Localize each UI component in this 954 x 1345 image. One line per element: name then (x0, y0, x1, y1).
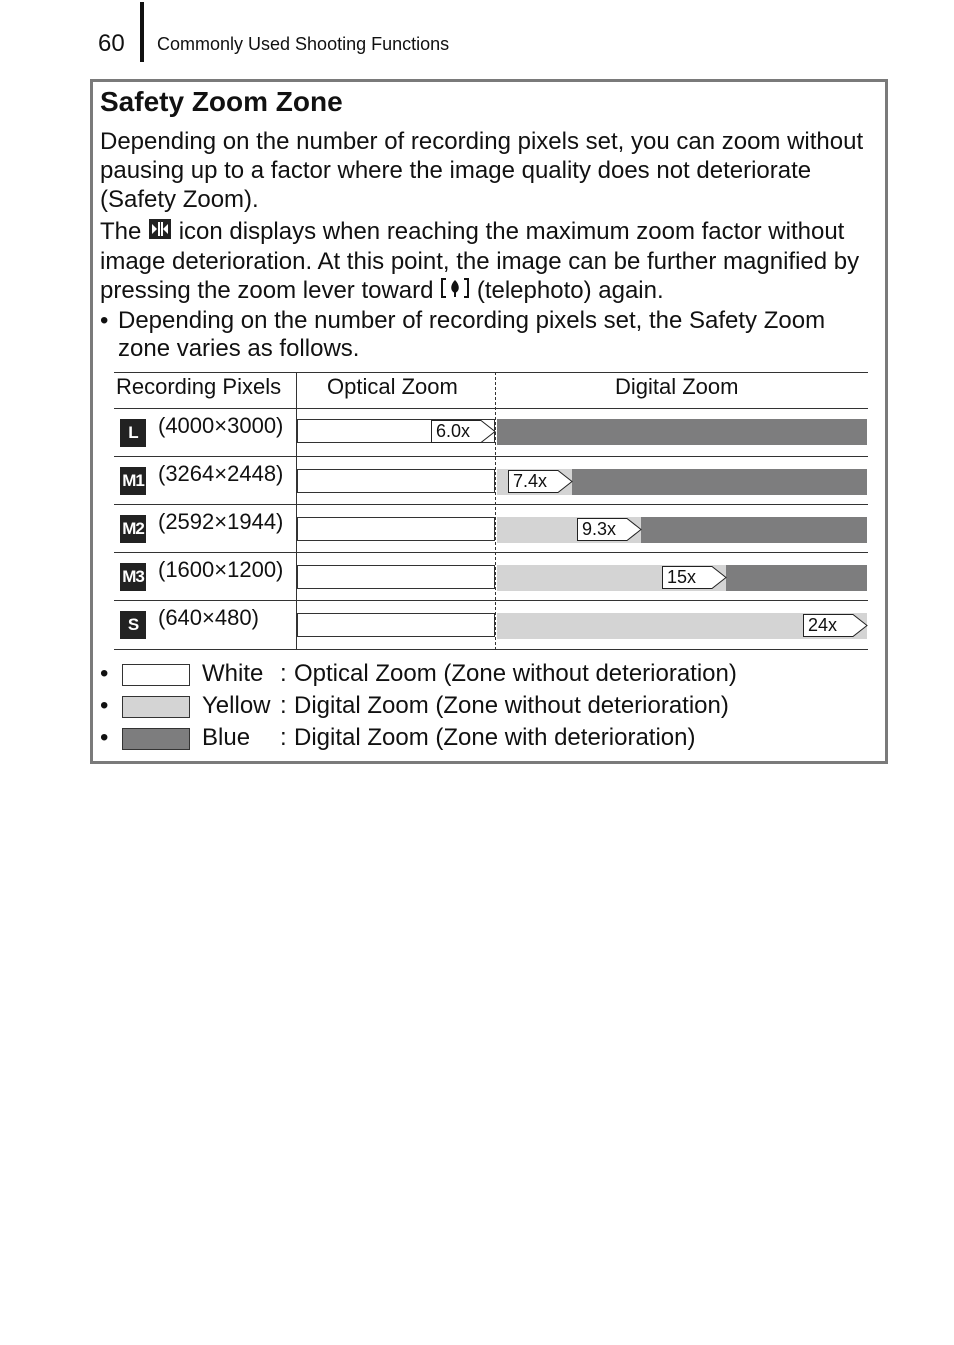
legend-colon: : (280, 692, 287, 719)
zoom-factor-label: 6.0x (436, 421, 471, 441)
zoom-factor-label: 24x (808, 615, 838, 635)
table-row (114, 409, 868, 457)
legend-name: Yellow (202, 692, 271, 719)
text-icon-description: icon displays when reaching the maximum zoom factor without image deterioration. At this point, the image can be further magnified by pressing the zoom lever toward (100, 218, 860, 305)
recording-pixels: (3264×2448) (158, 461, 284, 486)
zoom-factor-marker (803, 614, 867, 636)
zoom-factor-marker (577, 518, 641, 540)
legend-dot: • (100, 692, 109, 719)
section-title: Commonly Used Shooting Functions (157, 34, 450, 54)
legend-description: Optical Zoom (Zone without deterioration) (294, 660, 737, 687)
telephoto-tree-icon (440, 277, 470, 306)
header-digital-zoom: Digital Zoom (615, 374, 739, 399)
table-row (114, 505, 868, 553)
recording-pixels: (640×480) (158, 605, 259, 630)
digital-deteriorated-bar (641, 517, 867, 543)
optical-zoom-bar (297, 565, 495, 589)
header-divider (140, 2, 144, 62)
bullet-dot: • (100, 307, 109, 334)
page-number: 60 (98, 30, 125, 57)
legend-dot: • (100, 660, 109, 687)
legend-name: White (202, 660, 264, 687)
legend-colon: : (280, 660, 287, 687)
digital-deteriorated-bar (497, 419, 867, 445)
intro-paragraph: Depending on the number of recording pixels set, you can zoom without pausing up to a factor where the image quality does not deteriorate (Safety Zoom). (100, 128, 864, 213)
recording-pixels: (2592×1944) (158, 509, 284, 534)
resolution-badge: L (120, 419, 146, 447)
text-the: The (100, 218, 142, 245)
recording-pixels: (4000×3000) (158, 413, 284, 438)
bullet-text: Depending on the number of recording pixels set, the Safety Zoom zone varies as follows. (118, 307, 826, 362)
page-title: Safety Zoom Zone (100, 86, 343, 117)
zoom-factor-label: 15x (667, 567, 697, 587)
legend-name: Blue (202, 724, 251, 751)
legend-description: Digital Zoom (Zone with deterioration) (294, 724, 696, 751)
resolution-badge: M3 (120, 563, 146, 591)
zoom-factor-label: 7.4x (513, 471, 548, 491)
table-row (114, 601, 868, 649)
safety-zoom-icon (148, 218, 172, 247)
zoom-table (114, 372, 868, 650)
header-recording-pixels: Recording Pixels (116, 374, 282, 399)
legend-dot: • (100, 724, 109, 751)
legend-description: Digital Zoom (Zone without deterioration) (294, 692, 729, 719)
zoom-factor-marker (431, 420, 495, 442)
optical-zoom-bar (297, 613, 495, 637)
zoom-factor-label: 9.3x (582, 519, 617, 539)
optical-zoom-bar (297, 469, 495, 493)
table-row (114, 457, 868, 505)
text-telephoto: (telephoto) again. (476, 277, 664, 305)
resolution-badge: S (120, 611, 146, 639)
zoom-factor-marker (662, 566, 726, 588)
icon-paragraph (100, 217, 880, 306)
resolution-badge: M2 (120, 515, 146, 543)
recording-pixels: (1600×1200) (158, 557, 284, 582)
optical-zoom-bar (297, 517, 495, 541)
legend-swatch-yellow (122, 696, 190, 718)
header-optical-zoom: Optical Zoom (327, 374, 458, 399)
legend-swatch-blue (122, 728, 190, 750)
legend-colon: : (280, 724, 287, 751)
digital-deteriorated-bar (726, 565, 867, 591)
resolution-badge: M1 (120, 467, 146, 495)
table-row (114, 553, 868, 601)
zoom-factor-marker (508, 470, 572, 492)
digital-deteriorated-bar (572, 469, 867, 495)
table-bottom-rule (114, 649, 868, 650)
legend-swatch-white (122, 664, 190, 686)
table-top-rule (114, 372, 868, 373)
